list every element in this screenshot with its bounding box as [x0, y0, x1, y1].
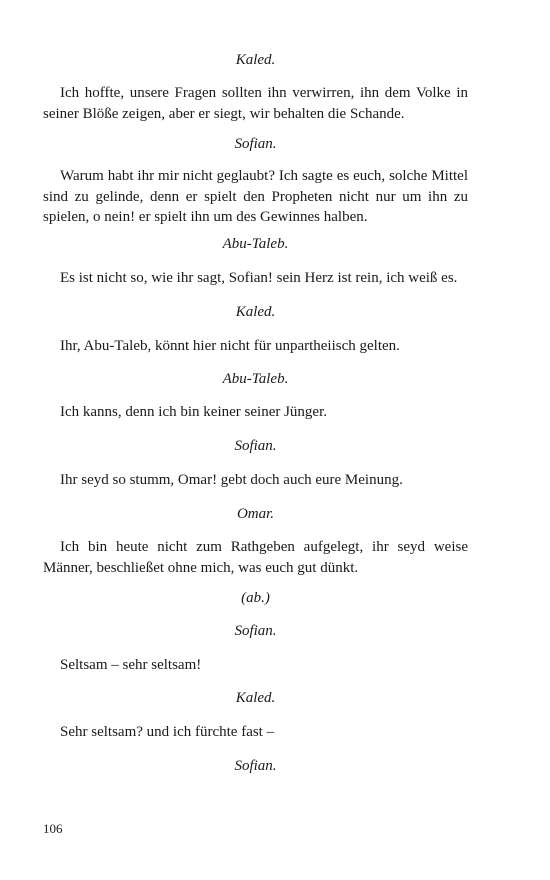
dialogue-entry: [43, 234, 468, 254]
stage-direction-entry: [43, 588, 468, 608]
dialogue-entry: [43, 134, 468, 154]
dialogue-entry: [43, 83, 468, 124]
dialogue-entry: [43, 470, 468, 491]
dialogue-entry: [43, 537, 468, 578]
speaker-name: Sofian.: [234, 136, 277, 152]
speaker-name: Abu-Taleb.: [222, 236, 289, 252]
stage-direction: (ab.): [241, 590, 270, 606]
book-page: [43, 0, 468, 880]
speech-text: Sehr seltsam? und ich fürchte fast –: [60, 724, 275, 740]
speech-text: Ihr seyd so stumm, Omar! gebt doch auch eure Meinung.: [60, 472, 403, 488]
speech-text: Ich bin heute nicht zum Rathgeben aufgelegt, ihr seyd weise Männer, beschließet ohne mich, was euch gut dünkt.: [43, 539, 468, 576]
speaker-name: Omar.: [236, 506, 275, 522]
speech-text: Ich kanns, denn ich bin keiner seiner Jünger.: [60, 404, 328, 420]
dialogue-entry: [43, 436, 468, 456]
speaker-name: Sofian.: [234, 438, 277, 454]
dialogue-entry: [43, 369, 468, 389]
speech-text: Seltsam – sehr seltsam!: [60, 657, 202, 673]
speaker-name: Kaled.: [235, 304, 276, 320]
dialogue-entry: [43, 50, 468, 70]
page-number: 106: [43, 821, 63, 836]
speech-text: Ihr, Abu-Taleb, könnt hier nicht für unpartheiisch gelten.: [60, 338, 400, 354]
speaker-name: Abu-Taleb.: [222, 371, 289, 387]
dialogue-entry: [43, 655, 468, 676]
speaker-name: Kaled.: [235, 52, 276, 68]
dialogue-entry: [43, 504, 468, 524]
dialogue-entry: [43, 268, 468, 289]
dialogue-entry: [43, 688, 468, 708]
speech-text: Es ist nicht so, wie ihr sagt, Sofian! sein Herz ist rein, ich weiß es.: [60, 270, 458, 286]
dialogue-entry: [43, 621, 468, 641]
speech-text: Warum habt ihr mir nicht geglaubt? Ich sagte es euch, solche Mittel sind zu gelinde, denn er spielt den Propheten nicht nur um ihn zu spielen, o nein! er spielt ihn um des Gewinnes halben.: [43, 168, 468, 225]
dialogue-entry: [43, 402, 468, 423]
dialogue-entry: [43, 756, 468, 776]
speaker-name: Sofian.: [234, 623, 277, 639]
speaker-name: Kaled.: [235, 690, 276, 706]
speech-text: Ich hoffte, unsere Fragen sollten ihn verwirren, ihn dem Volke in seiner Blöße zeigen, aber er siegt, wir behalten die Schande.: [43, 85, 468, 122]
dialogue-entry: [43, 336, 468, 357]
dialogue-entry: [43, 302, 468, 322]
speaker-name: Sofian.: [234, 758, 277, 774]
dialogue-entry: [43, 722, 468, 743]
dialogue-entry: [43, 166, 468, 228]
